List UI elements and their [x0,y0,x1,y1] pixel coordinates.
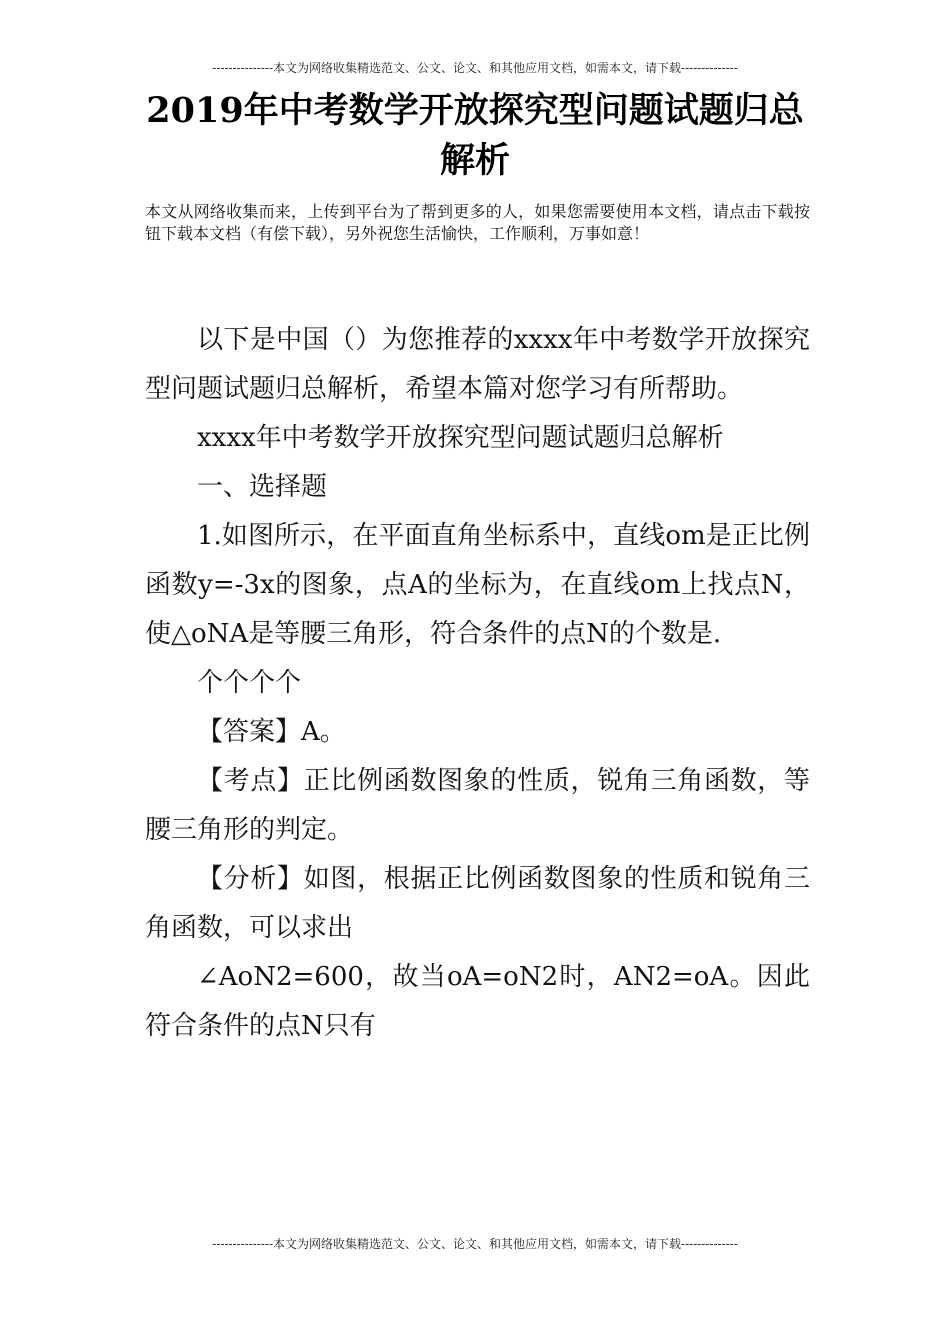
analysis-line: 【分析】如图，根据正比例函数图象的性质和锐角三角函数，可以求出 [145,864,810,943]
paragraph-intro: 以下是中国（）为您推荐的xxxx年中考数学开放探究型问题试题归总解析，希望本篇对您学习有所帮助。 [145,325,810,404]
document-body [145,316,810,1051]
analysis-continued: ∠AoN2=600，故当oA=oN2时，AN2=oA。因此符合条件的点N只有 [145,962,810,1041]
document-title: 2019年中考数学开放探究型问题试题归总解析 [146,90,804,181]
download-notice: 本文从网络收集而来，上传到平台为了帮到更多的人，如果您需要使用本文档，请点击下载按钮下载本文档（有偿下载），另外祝您生活愉快，工作顺利，万事如意！ [145,202,810,243]
question-text: 1.如图所示，在平面直角坐标系中，直线om是正比例函数y=-3x的图象，点A的坐标为，在直线om上找点N，使△oNA是等腰三角形，符合条件的点N的个数是. [145,521,810,649]
section-heading: 一、选择题 [197,472,328,502]
header-banner: ---------------本文为网络收集精选范文、公文、论文、和其他应用文档，如需本文，请下载-------------- [212,61,738,75]
footer-banner: ---------------本文为网络收集精选范文、公文、论文、和其他应用文档，如需本文，请下载-------------- [212,1237,738,1251]
topic-line: 【考点】正比例函数图象的性质，锐角三角函数，等腰三角形的判定。 [145,766,810,845]
paragraph-subtitle: xxxx年中考数学开放探究型问题试题归总解析 [197,423,724,453]
answer-line: 【答案】A。 [197,717,346,747]
answer-options: 个个个个 [197,668,302,698]
